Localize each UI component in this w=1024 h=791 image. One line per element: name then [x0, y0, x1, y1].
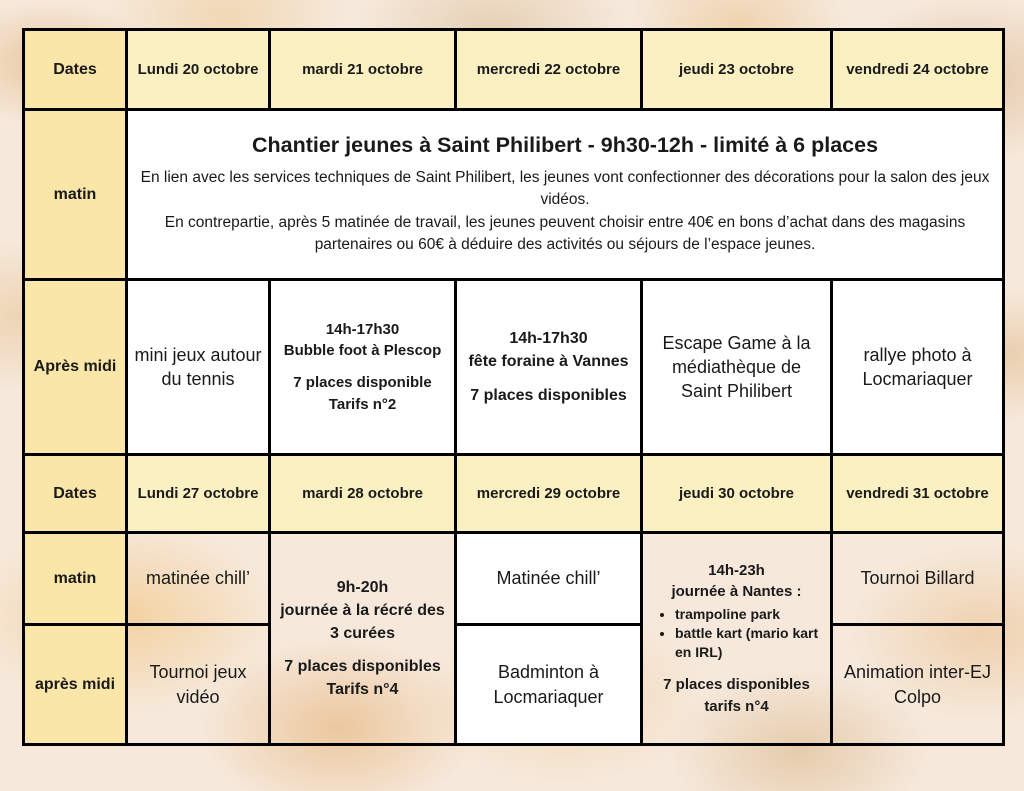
activity-text: matinée chill’	[145, 568, 251, 589]
week2-afternoon-cell-5	[832, 625, 1004, 745]
week2-day-3: mercredi 29 octobre	[456, 455, 642, 533]
list-item: • battle kart (mario kart en IRL)	[675, 624, 824, 662]
week1-day-2: mardi 21 octobre	[270, 30, 456, 110]
week1-morning-label: matin	[24, 110, 127, 280]
week2-afternoon-cell-1	[127, 625, 270, 745]
week1-afternoon-label: Après midi	[24, 280, 127, 455]
table-row-week1-afternoon	[24, 280, 1004, 455]
activity-detail-bottom: 7 places disponibles tarifs n°4	[663, 675, 810, 715]
planning-table	[22, 28, 1005, 746]
activity-detail-bottom: 7 places disponible Tarifs n°2	[293, 374, 432, 413]
spacer	[649, 664, 824, 674]
table-row-week1-morning	[24, 110, 1004, 280]
activity-text: mini jeux autour du tennis	[134, 344, 262, 389]
activity-text: Matinée chill’	[496, 568, 601, 589]
activity-text: Animation inter-EJ Colpo	[843, 662, 992, 707]
activity-text: Escape Game à la médiathèque de Saint Philibert	[662, 332, 811, 402]
week1-day-3: mercredi 22 octobre	[456, 30, 642, 110]
week2-day-1: Lundi 27 octobre	[127, 455, 270, 533]
week1-afternoon-cell-1	[127, 280, 270, 455]
week1-day-5: vendredi 24 octobre	[832, 30, 1004, 110]
activity-detail-top: 9h-20h journée à la récré des 3 curées	[280, 578, 445, 642]
chantier-description-1: En lien avec les services techniques de Saint Philibert, les jeunes vont confectionner des décorations pour la salon des jeux vidéos.	[140, 169, 990, 209]
week2-morning-cell-5	[832, 533, 1004, 625]
activity-text: Badminton à Locmariaquer	[493, 662, 604, 707]
week2-afternoon-label: après midi	[24, 625, 127, 745]
nantes-activity-list	[649, 605, 824, 662]
week2-day-5: vendredi 31 octobre	[832, 455, 1004, 533]
week1-afternoon-cell-4	[642, 280, 832, 455]
week1-dates-label: Dates	[24, 30, 127, 110]
list-item: • trampoline park	[675, 605, 824, 624]
chantier-title: Chantier jeunes à Saint Philibert - 9h30-12h - limité à 6 places	[251, 133, 879, 158]
week1-day-4: jeudi 23 octobre	[642, 30, 832, 110]
week1-afternoon-cell-3	[456, 280, 642, 455]
planning-sheet	[22, 28, 1002, 773]
week1-afternoon-cell-2	[270, 280, 456, 455]
chantier-description-2: En contrepartie, après 5 matinée de travail, les jeunes peuvent choisir entre 40€ en bons d’achat dans des magasins partenaires ou 60€ à déduire des activités ou séjours de l’espace jeunes.	[164, 213, 966, 254]
week1-afternoon-cell-5	[832, 280, 1004, 455]
table-row-week2-afternoon	[24, 625, 1004, 745]
week2-afternoon-cell-3	[456, 625, 642, 745]
table-row-week1-header	[24, 30, 1004, 110]
activity-detail-bottom: 7 places disponibles	[470, 386, 627, 404]
activity-text: Tournoi Billard	[860, 568, 975, 589]
week2-morning-cell-3	[456, 533, 642, 625]
week2-day-2: mardi 28 octobre	[270, 455, 456, 533]
activity-detail-top: 14h-23h journée à Nantes :	[671, 561, 802, 601]
week2-morning-cell-1	[127, 533, 270, 625]
week2-dates-label: Dates	[24, 455, 127, 533]
spacer	[463, 374, 634, 384]
activity-detail-top: 14h-17h30 fête foraine à Vannes	[468, 330, 629, 371]
week2-cell-jeudi-merged	[642, 533, 832, 745]
activity-detail-bottom: 7 places disponibles Tarifs n°4	[284, 658, 441, 699]
table-row-week2-morning	[24, 533, 1004, 625]
activity-detail-top: 14h-17h30 Bubble foot à Plescop	[283, 320, 442, 360]
activity-text: Tournoi jeux vidéo	[149, 662, 247, 707]
week2-cell-mardi-merged	[270, 533, 456, 745]
week2-day-4: jeudi 30 octobre	[642, 455, 832, 533]
week1-morning-content	[127, 110, 1004, 280]
spacer	[277, 362, 448, 372]
table-row-week2-header	[24, 455, 1004, 533]
spacer	[277, 645, 448, 655]
week2-morning-label: matin	[24, 533, 127, 625]
week1-day-1: Lundi 20 octobre	[127, 30, 270, 110]
activity-text: rallye photo à Locmariaquer	[862, 344, 973, 389]
